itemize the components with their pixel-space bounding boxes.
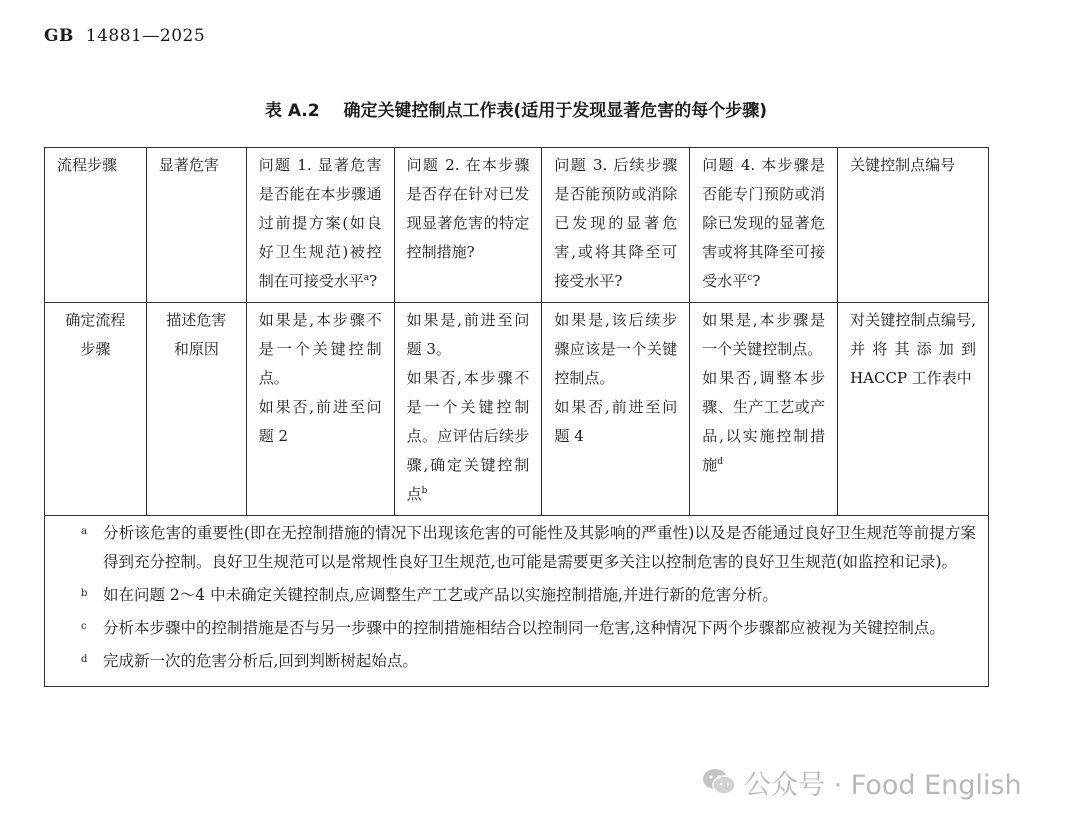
header-cell: 关键控制点编号 (838, 148, 989, 303)
table-notes (45, 516, 989, 687)
wechat-icon (702, 767, 736, 797)
header-cell: 问题 3. 后续步骤是否能预防或消除已发现的显著危害,或将其降至可接受水平? (542, 148, 690, 303)
table-cell: 对关键控制点编号,并将其添加到 HACCP 工作表中 (838, 303, 989, 516)
table-row (45, 303, 989, 516)
footnote-ref: d (717, 457, 724, 467)
header-cell: 问题 1. 显著危害是否能在本步骤通过前提方案(如良好卫生规范)被控制在可接受水平$^a$? (246, 148, 394, 303)
footnote: d 完成新一次的危害分析后,回到判断树起始点。 (81, 652, 418, 670)
table-cell: 描述危害 和原因 (146, 303, 246, 516)
header-cell: 问题 2. 在本步骤是否存在针对已发现显著危害的特定控制措施? (394, 148, 542, 303)
footnote-ref: a (363, 273, 370, 283)
table-header-row (45, 148, 989, 303)
table-cell: 如果是,该后续步骤应该是一个关键控制点。 如果否,前进至问题 4 (542, 303, 690, 516)
header-cell: 流程步骤 (45, 148, 147, 303)
footnote: c 分析本步骤中的控制措施是否与另一步骤中的控制措施相结合以控制同一危害,这种情况下两个步骤都应被视为关键控制点。 (81, 619, 945, 637)
watermark (702, 760, 1022, 804)
standard-prefix: GB (44, 26, 74, 46)
table-caption: 确定关键控制点工作表(适用于发现显著危害的每个步骤) (343, 101, 768, 121)
table-notes-row (45, 516, 989, 687)
table-cell: 如果是,前进至问题 3。 如果否,本步骤不是一个关键控制点。应评估后续步骤,确定关键控制点$^b$ (394, 303, 542, 516)
table-title (0, 96, 1032, 121)
footnote: a 分析该危害的重要性(即在无控制措施的情况下出现该危害的可能性及其影响的严重性)以及是否能通过良好卫生规范等前提方案得到充分控制。良好卫生规范可以是常规性良好卫生规范,也可能是需要更多关注以控制危害的良好卫生规范(如监控和记录)。 (81, 524, 976, 571)
table-label: 表 A.2 (264, 101, 320, 121)
header-cell: 问题 4. 本步骤是否能专门预防或消除已发现的显著危害或将其降至可接受水平$^c$? (690, 148, 838, 303)
footnote-ref: b (421, 486, 428, 496)
table-cell: 如果是,本步骤不是一个关键控制点。 如果否,前进至问题 2 (246, 303, 394, 516)
ccp-worksheet-table (44, 147, 989, 687)
header-cell: 显著危害 (146, 148, 246, 303)
table-cell: 如果是,本步骤是一个关键控制点。 如果否,调整本步骤、生产工艺或产品,以实施控制措施$^d$ (690, 303, 838, 516)
watermark-text: 公众号 · Food English (744, 769, 1022, 801)
standard-number: 14881—2025 (85, 26, 206, 46)
footnote: b 如在问题 2～4 中未确定关键控制点,应调整生产工艺或产品以实施控制措施,并进行新的危害分析。 (81, 586, 778, 604)
table-cell: 确定流程 步骤 (45, 303, 147, 516)
footnote-ref: c (747, 273, 753, 283)
standard-code (44, 26, 205, 46)
